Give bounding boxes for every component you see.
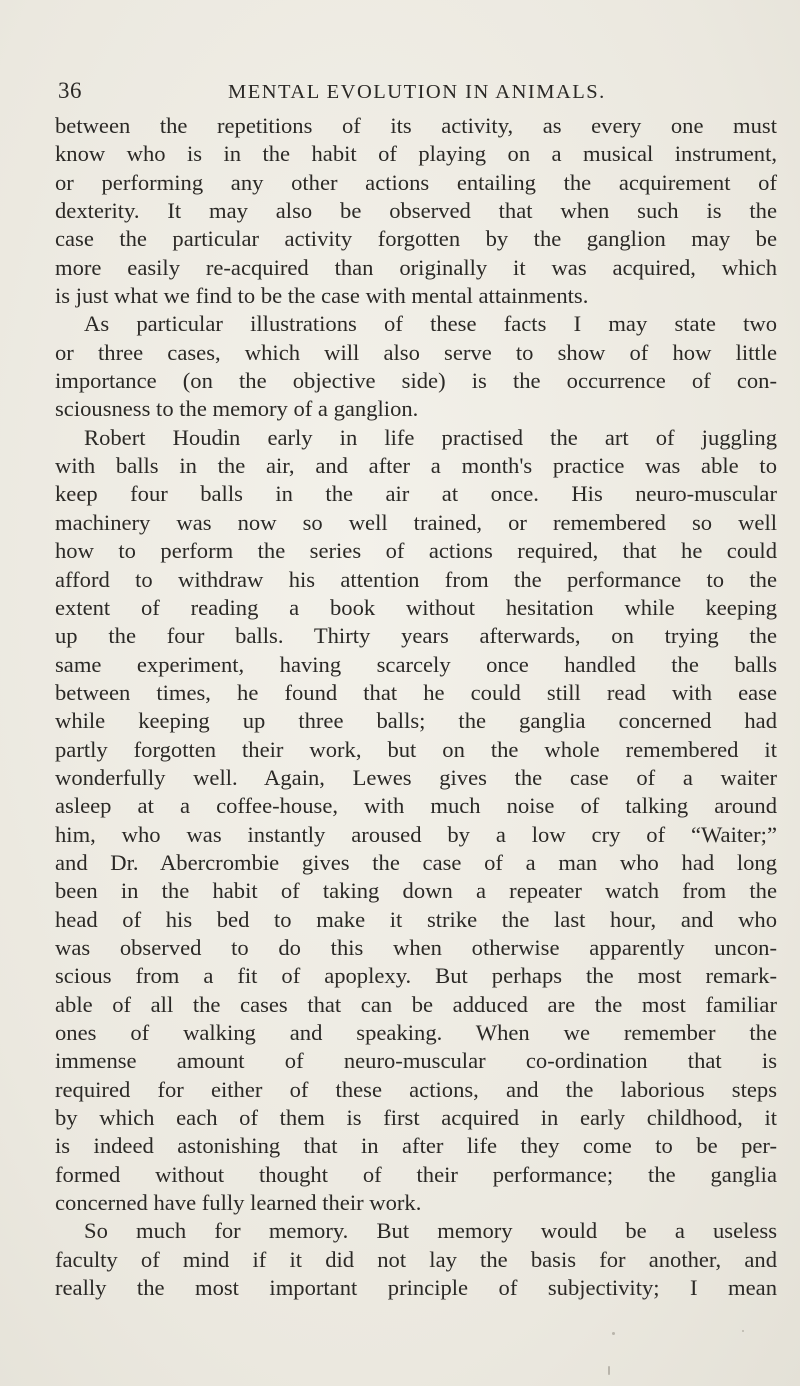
text-line: machinery was now so well trained, or remembered so well: [55, 509, 777, 535]
text-line: really the most important principle of subjectivity; I mean: [55, 1275, 777, 1301]
text-line: faculty of mind if it did not lay the basis for another, and: [55, 1246, 777, 1272]
text-line: So much for memory. But memory would be a useless: [84, 1218, 777, 1244]
text-line: case the particular activity forgotten by the ganglion may be: [55, 226, 777, 252]
text-line: between times, he found that he could still read with ease: [55, 679, 777, 705]
text-line: between the repetitions of its activity, as every one must: [55, 113, 777, 138]
text-line: ones of walking and speaking. When we remember the: [55, 1020, 777, 1045]
paper-speck: [742, 1330, 744, 1332]
text-line: and Dr. Abercrombie gives the case of a man who had long: [55, 849, 777, 875]
page-header: [58, 78, 780, 108]
text-line: sciousness to the memory of a ganglion.: [55, 396, 419, 422]
text-line: As particular illustrations of these facts I may state two: [84, 311, 777, 337]
text-line: know who is in the habit of playing on a musical instrument,: [55, 141, 777, 167]
text-line: able of all the cases that can be adduced are the most familiar: [55, 991, 777, 1017]
text-line: or performing any other actions entailing the acquirement of: [55, 169, 777, 195]
text-line: by which each of them is first acquired in early childhood, it: [55, 1105, 777, 1131]
text-line: same experiment, having scarcely once handled the balls: [55, 651, 777, 677]
text-line: how to perform the series of actions required, that he could: [55, 538, 777, 564]
page-number: 36: [58, 78, 82, 103]
body-text: [55, 112, 777, 1302]
text-line: been in the habit of taking down a repeater watch from the: [55, 878, 777, 904]
text-line: scious from a fit of apoplexy. But perhaps the most remark-: [55, 963, 777, 989]
text-line: dexterity. It may also be observed that when such is the: [55, 198, 777, 224]
text-line: immense amount of neuro-muscular co-ordination that is: [55, 1048, 777, 1074]
running-head: MENTAL EVOLUTION IN ANIMALS.: [228, 81, 606, 103]
text-line: concerned have fully learned their work.: [55, 1190, 422, 1216]
text-line: formed without thought of their performance; the ganglia: [55, 1161, 777, 1187]
text-line: asleep at a coffee-house, with much noise of talking around: [55, 793, 777, 819]
text-line: or three cases, which will also serve to show of how little: [55, 339, 777, 365]
text-line: more easily re-acquired than originally it was acquired, which: [55, 254, 777, 280]
text-line: him, who was instantly aroused by a low cry of “Waiter;”: [55, 821, 777, 847]
text-line: extent of reading a book without hesitation while keeping: [55, 594, 777, 620]
text-line: afford to withdraw his attention from the performance to the: [55, 566, 777, 592]
text-line: is indeed astonishing that in after life they come to be per-: [55, 1133, 777, 1159]
text-line: keep four balls in the air at once. His neuro-muscular: [55, 481, 777, 507]
paper-speck: [608, 1366, 610, 1375]
text-line: while keeping up three balls; the ganglia concerned had: [55, 708, 777, 734]
text-line: Robert Houdin early in life practised the art of juggling: [84, 424, 777, 450]
text-line: head of his bed to make it strike the last hour, and who: [55, 906, 777, 932]
text-line: with balls in the air, and after a month's practice was able to: [55, 453, 777, 479]
text-line: required for either of these actions, and the laborious steps: [55, 1076, 777, 1102]
text-line: importance (on the objective side) is the occurrence of con-: [55, 368, 777, 394]
text-line: is just what we find to be the case with mental attainments.: [55, 283, 589, 309]
text-line: wonderfully well. Again, Lewes gives the case of a waiter: [55, 764, 777, 790]
text-line: was observed to do this when otherwise apparently uncon-: [55, 934, 777, 960]
text-line: up the four balls. Thirty years afterwards, on trying the: [55, 623, 777, 649]
paper-speck: [612, 1332, 615, 1335]
text-line: partly forgotten their work, but on the whole remembered it: [55, 736, 777, 762]
